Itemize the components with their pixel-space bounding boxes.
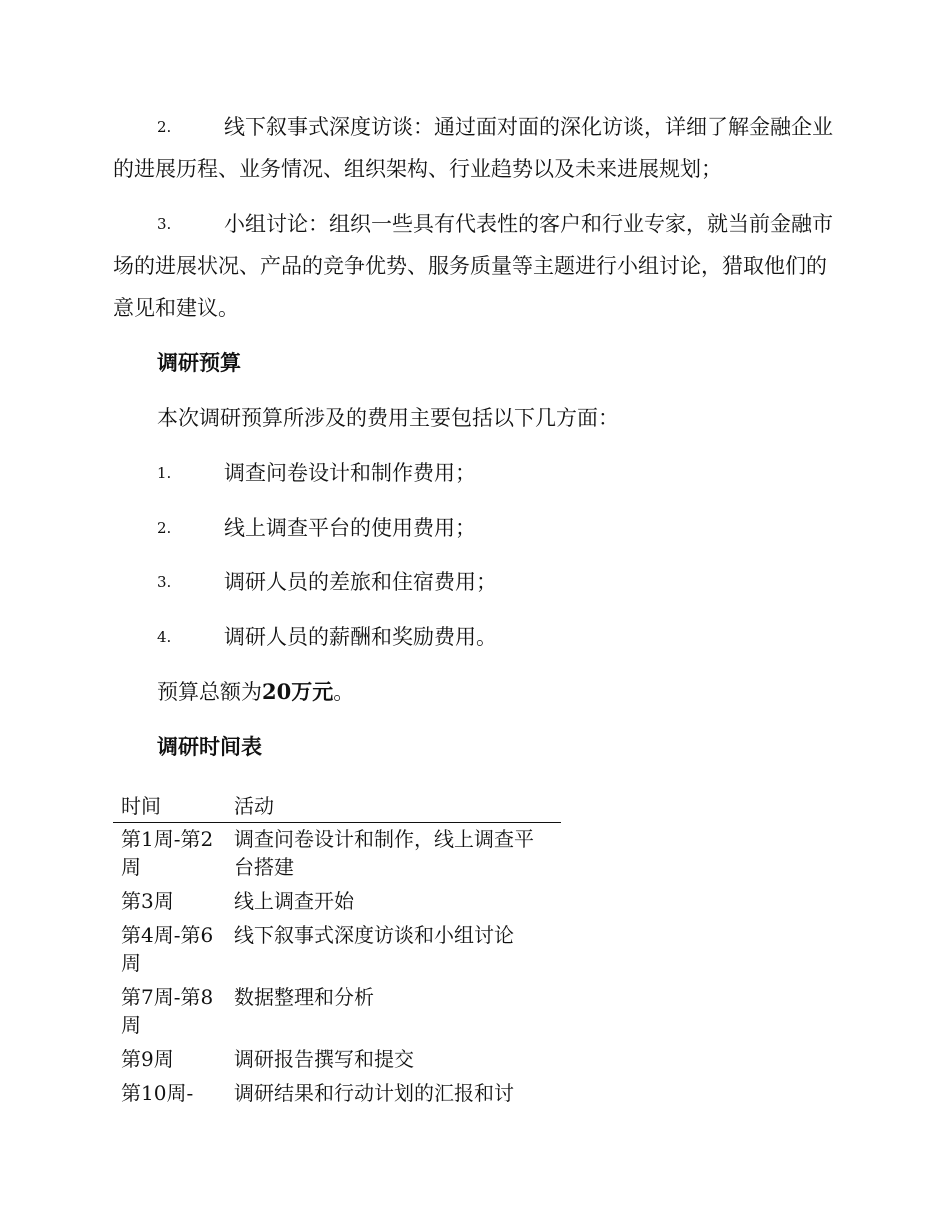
method-item-3 [113, 203, 833, 329]
cell-activity: 线上调查开始 [234, 889, 354, 913]
cell-time: 第4周-第6周 [121, 923, 214, 975]
schedule-heading: 调研时间表 [157, 734, 262, 759]
schedule-table [113, 790, 561, 1111]
budget-item [113, 622, 497, 652]
budget-item-text: 线上调查平台的使用费用； [224, 516, 476, 540]
table-row [113, 885, 561, 919]
cell-time: 第7周-第8周 [121, 985, 214, 1037]
list-number: 4. [157, 628, 172, 646]
cell-time: 第3周 [121, 889, 174, 913]
budget-item [113, 567, 497, 597]
list-number: 1. [157, 464, 172, 482]
budget-item [113, 458, 476, 488]
cell-activity: 调查问卷设计和制作，线上调查平台搭建 [234, 827, 534, 879]
cell-time: 第10周- [121, 1081, 194, 1105]
table-row [113, 1043, 561, 1077]
budget-item-text: 调研人员的差旅和住宿费用； [224, 570, 497, 594]
budget-total-value: 20万元 [262, 679, 334, 704]
cell-activity: 调研结果和行动计划的汇报和讨 [234, 1081, 514, 1105]
list-number: 2. [157, 118, 172, 136]
budget-intro: 本次调研预算所涉及的费用主要包括以下几方面： [157, 406, 619, 430]
column-header-activity: 活动 [226, 790, 561, 823]
budget-total-prefix: 预算总额为 [157, 680, 262, 704]
table-header-row [113, 790, 561, 823]
budget-item-text: 调研人员的薪酬和奖励费用。 [224, 625, 497, 649]
list-number: 3. [157, 215, 172, 233]
column-header-time: 时间 [113, 790, 226, 823]
budget-total [157, 677, 354, 707]
method-item-3-text: 小组讨论：组织一些具有代表性的客户和行业专家，就当前金融市场的进展状况、产品的竞争优势、服务质量等主题进行小组讨论，猎取他们的意见和建议。 [113, 212, 833, 320]
cell-activity: 数据整理和分析 [234, 985, 374, 1009]
budget-heading: 调研预算 [157, 350, 241, 375]
budget-total-suffix: 。 [333, 680, 355, 704]
cell-time: 第1周-第2周 [121, 827, 214, 879]
table-row [113, 1077, 561, 1111]
cell-activity: 线下叙事式深度访谈和小组讨论 [234, 923, 514, 947]
method-item-2 [113, 106, 833, 190]
list-number: 3. [157, 573, 172, 591]
table-row [113, 981, 561, 1043]
budget-item-text: 调查问卷设计和制作费用； [224, 461, 476, 485]
budget-item [113, 513, 476, 543]
method-item-2-text: 线下叙事式深度访谈：通过面对面的深化访谈，详细了解金融企业的进展历程、业务情况、组织架构、行业趋势以及未来进展规划； [113, 115, 833, 181]
table-row [113, 919, 561, 981]
list-number: 2. [157, 519, 172, 537]
cell-time: 第9周 [121, 1047, 174, 1071]
table-row [113, 823, 561, 886]
cell-activity: 调研报告撰写和提交 [234, 1047, 414, 1071]
